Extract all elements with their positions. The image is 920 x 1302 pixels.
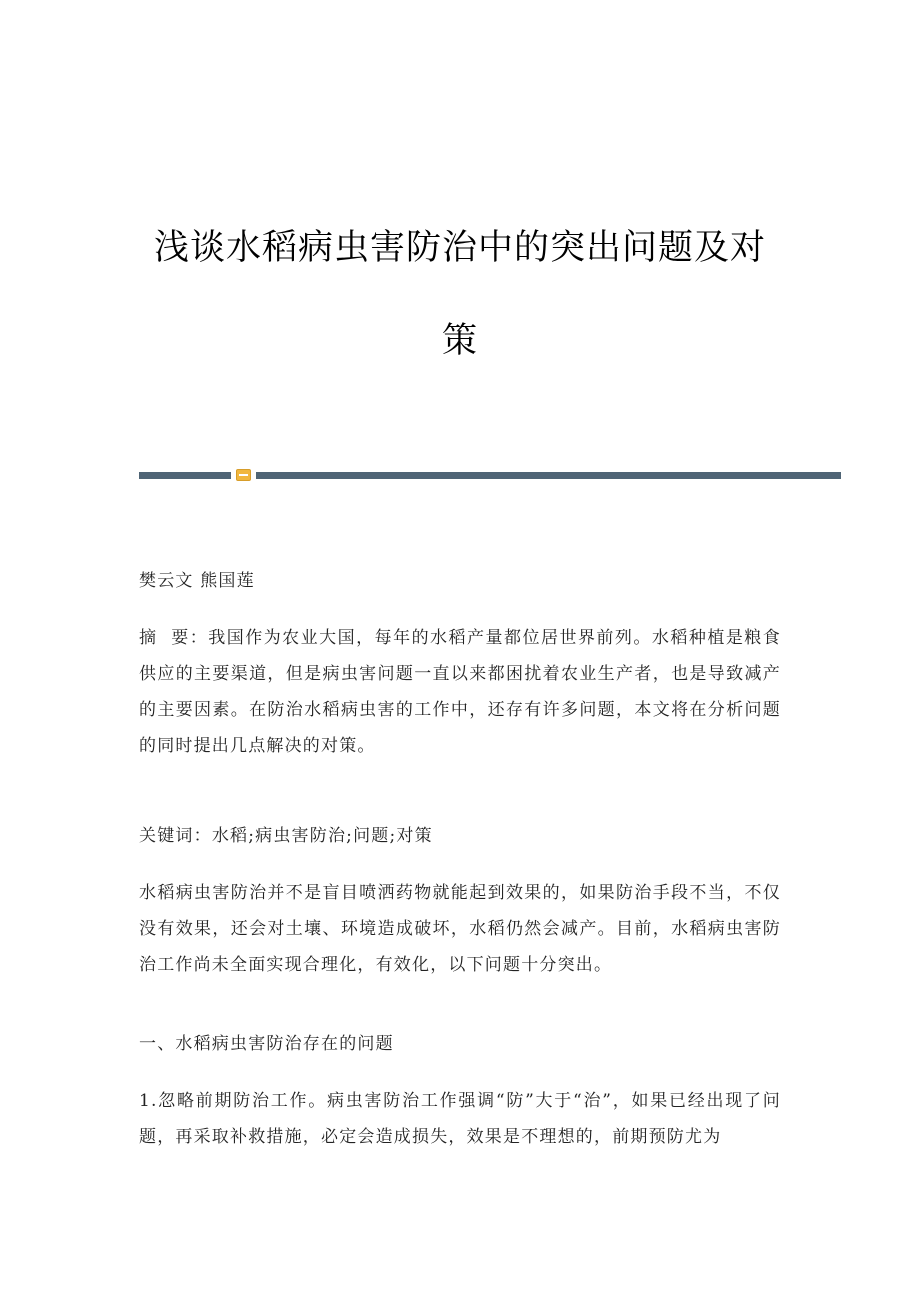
keywords-label: 关键词： bbox=[139, 826, 212, 846]
list-item-1: 1.忽略前期防治工作。病虫害防治工作强调“防”大于“治”，如果已经出现了问题，再采取补救措施，必定会造成损失，效果是不理想的，前期预防尤为 bbox=[139, 1091, 781, 1147]
document-title-line-2: 策 bbox=[441, 321, 478, 361]
section-heading-1: 一、水稻病虫害防治存在的问题 bbox=[139, 1034, 394, 1054]
abstract-paragraph bbox=[139, 620, 781, 764]
divider-bar-right bbox=[256, 472, 841, 479]
abstract-label: 摘 要： bbox=[139, 628, 209, 648]
title-divider bbox=[139, 468, 841, 482]
divider-bar-left bbox=[139, 472, 231, 479]
keywords-text: 水稻;病虫害防治;问题;对策 bbox=[211, 826, 433, 846]
document-title-line-1: 浅谈水稻病虫害防治中的突出问题及对 bbox=[153, 228, 766, 268]
keywords-paragraph bbox=[139, 818, 781, 854]
divider-emblem-icon bbox=[236, 469, 251, 481]
abstract-text: 我国作为农业大国，每年的水稻产量都位居世界前列。水稻种植是粮食供应的主要渠道，但是病虫害问题一直以来都困扰着农业生产者，也是导致减产的主要因素。在防治水稻病虫害的工作中，还存有许多问题，本文将在分析问题的同时提出几点解决的对策。 bbox=[139, 628, 781, 756]
authors: 樊云文 熊国莲 bbox=[139, 571, 255, 591]
intro-paragraph: 水稻病虫害防治并不是盲目喷洒药物就能起到效果的，如果防治手段不当，不仅没有效果，还会对土壤、环境造成破坏，水稻仍然会减产。目前，水稻病虫害防治工作尚未全面实现合理化，有效化，以下问题十分突出。 bbox=[139, 883, 781, 975]
